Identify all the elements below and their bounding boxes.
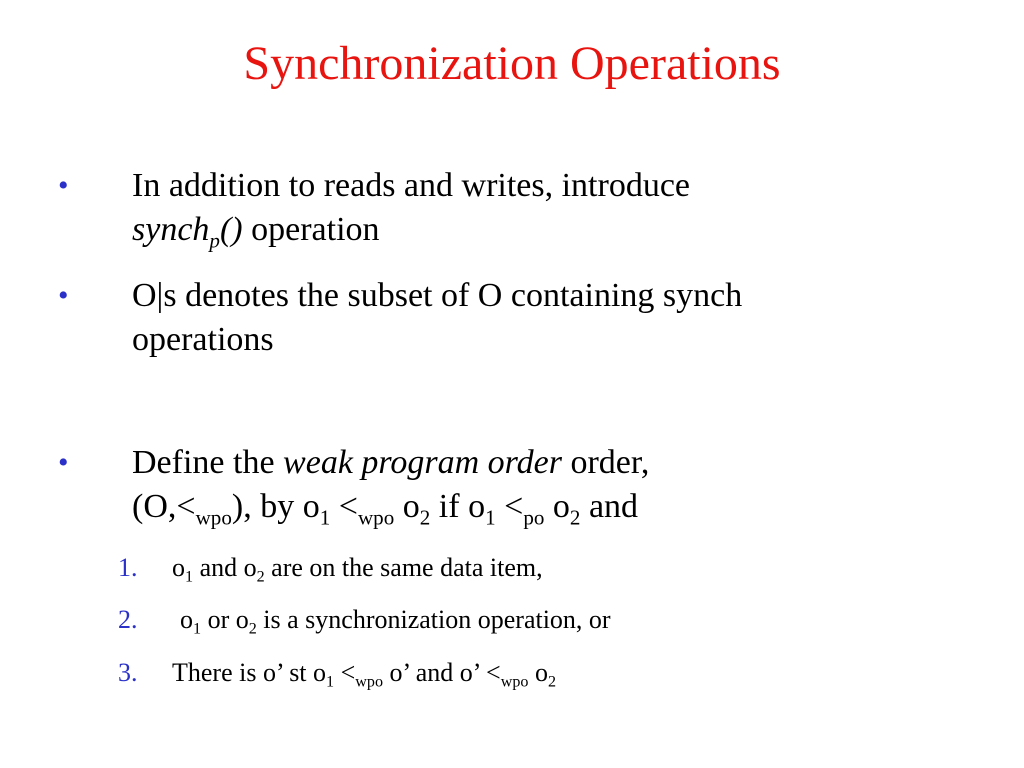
subitem-number: 3. — [118, 658, 138, 687]
subitem-3-text: There is o’ st $o_1 <_{wpo}$ o’ and o’ $<_{wpo}$ $o_2$ — [172, 658, 557, 691]
subitem-1 — [118, 551, 978, 587]
subitem-number: 1. — [118, 553, 138, 582]
bullet-1-line-1: In addition to reads and writes, introduce — [132, 167, 691, 204]
bullet-3-text — [132, 441, 978, 529]
bullet-1-line-2: synch$_p$() operation — [132, 211, 380, 253]
bullet-1-text — [132, 164, 978, 252]
subitem-3 — [118, 656, 978, 692]
subitem-2 — [118, 603, 978, 639]
subitem-number: 2. — [118, 605, 138, 634]
bullet-2-line-1: O|s denotes the subset of O containing synch — [132, 277, 743, 314]
bullet-2-line-2: operations — [132, 321, 274, 358]
subitem-1-text: $o_1$ and $o_2$ are on the same data item, — [172, 553, 543, 586]
bullet-dot: • — [58, 169, 69, 202]
bullet-3-line-2: $(O,<_{wpo})$, by $o_1 <_{wpo}$ $o_2$ if $o_1 <_{po}$ $o_2$ and — [132, 488, 639, 530]
bullet-3-line-1: Define the weak program order order, — [132, 444, 650, 481]
subitem-2-text: $o_1$ or $o_2$ is a synchronization operation, or — [180, 605, 611, 638]
bullet-2-text — [132, 274, 978, 362]
slide-title: Synchronization Operations — [243, 37, 781, 90]
weak-program-order-term: weak program order — [283, 444, 562, 481]
bullet-3 — [58, 441, 978, 531]
bullet-dot: • — [58, 279, 69, 312]
bullet-2 — [58, 274, 978, 362]
synch-op-name: synch$_p$() — [132, 211, 243, 253]
bullet-1 — [58, 164, 978, 252]
bullet-dot: • — [58, 446, 69, 479]
